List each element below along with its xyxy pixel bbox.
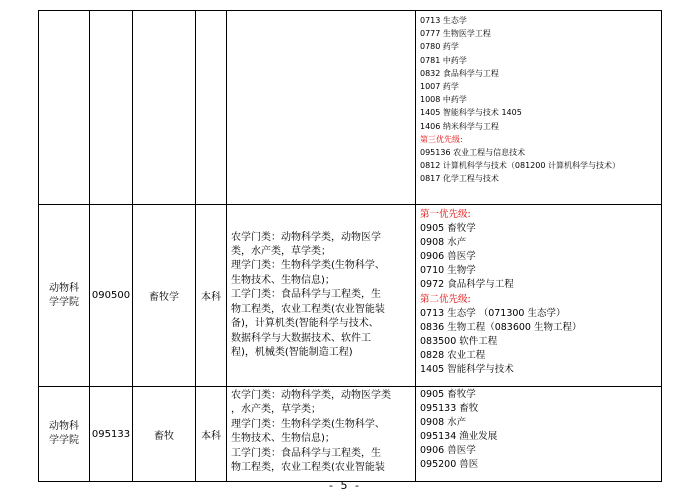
priority-item: 095133 畜牧 (420, 403, 479, 415)
priority-item: 0972 食品科学与工程 (420, 279, 514, 291)
priorities-cell (416, 11, 662, 205)
priority-level-heading: 第二优先级: (420, 293, 471, 305)
subject-line: 程)，机械类(智能制造工程) (231, 346, 353, 358)
priority-item: 1007 药学 (420, 82, 459, 92)
admission-table (38, 10, 662, 482)
level-cell: 本科 (196, 205, 227, 387)
priority-item: 0781 中药学 (420, 55, 467, 65)
level-cell (196, 11, 227, 205)
priority-item: 0832 食品科学与工程 (420, 68, 499, 78)
priority-level-heading: 第三优先级: (420, 134, 463, 144)
priority-item: 0777 生物医学工程 (420, 29, 491, 39)
priority-item: 0905 畜牧学 (420, 389, 476, 400)
subject-line: 生物技术、生物信息)； (231, 274, 335, 286)
priorities-cell (416, 205, 662, 387)
priority-item: 083500 软件工程 (420, 335, 498, 347)
table-row (39, 11, 662, 205)
priority-item: 0713 生态学 （071300 生态学） (420, 307, 566, 319)
subject-line: 类，水产类，草学类； (231, 246, 331, 258)
priority-item: 0828 农业工程 (420, 349, 486, 361)
subject-line: 物工程类，农业工程类(农业智能装 (231, 462, 385, 474)
subject-line: 农学门类：动物科学类，动物医学类 (231, 390, 391, 401)
priority-item: 0906 兽医学 (420, 251, 476, 263)
priority-item: 095136 农业工程与信息技术 (420, 148, 526, 158)
priority-item: 0713 生态学 (420, 16, 467, 25)
college-cell (39, 11, 90, 205)
subject-line: 工学门类：食品科学与工程类，生 (231, 289, 381, 301)
priority-item: 0710 生物学 (420, 265, 476, 277)
major-code-cell (90, 11, 133, 205)
priority-item: 1405 智能科学与技术 1405 (420, 108, 522, 118)
subject-line: 工学门类：食品科学与工程类，生 (231, 447, 381, 459)
priority-item: 0908 水产 (420, 417, 467, 429)
subjects-cell (227, 11, 416, 205)
priority-item: 1405 智能科学与技术 (420, 364, 514, 376)
major-code-cell: 090500 (90, 205, 133, 387)
subject-line: 农学门类：动物科学类，动物医学 (231, 231, 381, 243)
priority-item: 095200 兽医 (420, 459, 479, 471)
college-cell (39, 205, 90, 387)
subject-line: 备)，计算机类(智能科学与技术、 (231, 318, 379, 330)
level-cell: 本科 (196, 387, 227, 482)
major-name-cell: 畜牧 (133, 387, 196, 482)
major-name-cell: 畜牧学 (133, 205, 196, 387)
subject-line: 理学门类：生物科学类(生物科学、 (231, 418, 385, 430)
page-number: - 5 - (329, 479, 361, 492)
subject-line: ，水产类，草学类； (231, 404, 321, 416)
priorities-cell (416, 387, 662, 482)
priority-level-heading: 第一优先级: (420, 209, 471, 220)
priority-item: 095134 渔业发展 (420, 431, 498, 443)
priority-item: 1008 中药学 (420, 95, 467, 105)
major-name-cell (133, 11, 196, 205)
priority-item: 1406 纳米科学与工程 (420, 121, 499, 131)
priority-item: 0780 药学 (420, 42, 459, 52)
college-name: 动物科学学院 (49, 421, 79, 446)
table-row (39, 205, 662, 387)
priority-item: 0836 生物工程（083600 生物工程） (420, 321, 582, 333)
priority-item: 0812 计算机科学与技术（081200 计算机科学与技术） (420, 161, 620, 171)
table-row (39, 387, 662, 482)
subject-line: 生物技术、生物信息)； (231, 433, 335, 445)
college-cell (39, 387, 90, 482)
subject-line: 物工程类，农业工程类(农业智能装 (231, 303, 385, 315)
subjects-cell (227, 205, 416, 387)
subjects-cell (227, 387, 416, 482)
priority-item: 0905 畜牧学 (420, 223, 476, 235)
priority-item: 0908 水产 (420, 237, 467, 249)
priority-item: 0817 化学工程与技术 (420, 174, 499, 184)
subject-line: 理学门类：生物科学类(生物科学、 (231, 260, 385, 272)
subject-line: 数据科学与大数据技术、软件工 (231, 332, 371, 344)
priority-item: 0906 兽医学 (420, 445, 476, 457)
major-code-cell: 095133 (90, 387, 133, 482)
college-name: 动物科学学院 (49, 282, 79, 308)
